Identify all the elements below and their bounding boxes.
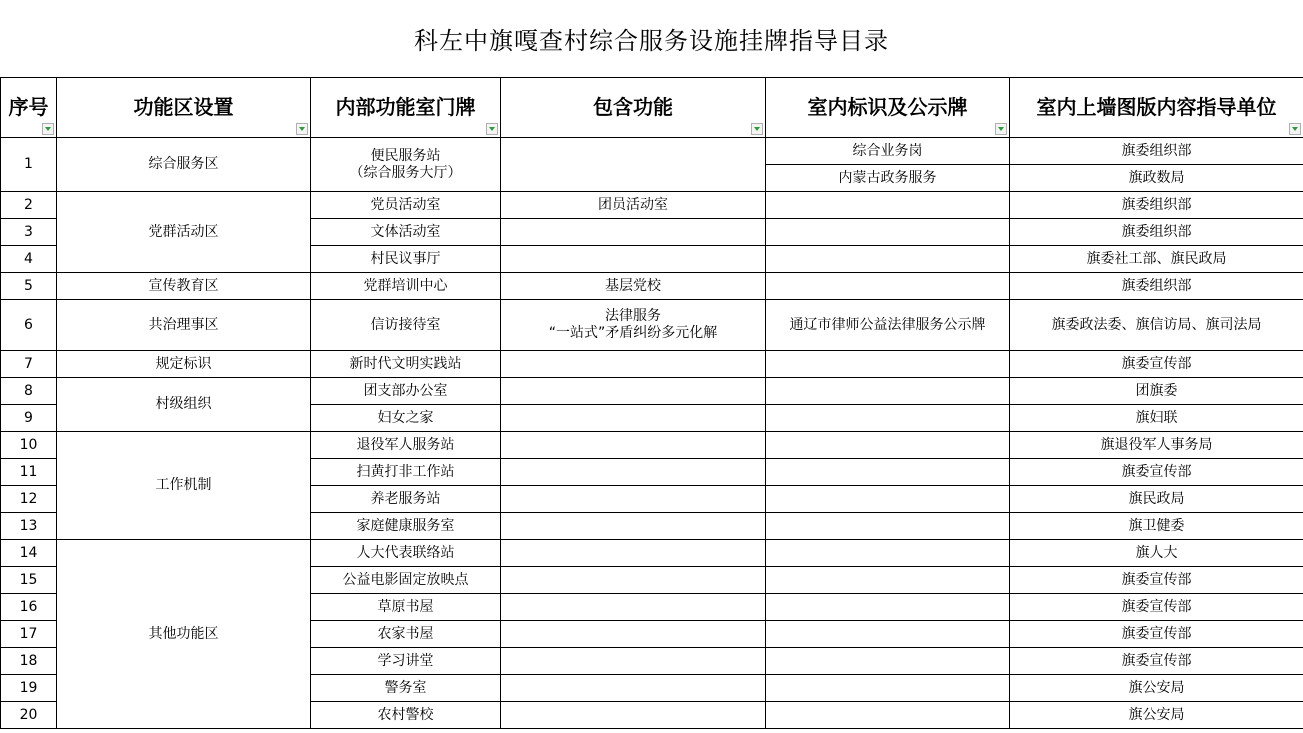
cell-room[interactable]: 养老服务站 <box>311 486 501 513</box>
cell-sign[interactable] <box>766 702 1010 729</box>
cell-sign[interactable] <box>766 675 1010 702</box>
cell-no[interactable]: 15 <box>1 567 57 594</box>
header-row <box>1 78 1303 138</box>
cell-unit[interactable]: 旗委宣传部 <box>1010 594 1303 621</box>
cell-room[interactable]: 退役军人服务站 <box>311 432 501 459</box>
cell-functions[interactable] <box>501 675 766 702</box>
cell-functions[interactable] <box>501 405 766 432</box>
cell-no[interactable]: 2 <box>1 192 57 219</box>
cell-sign[interactable] <box>766 594 1010 621</box>
cell-room[interactable]: 便民服务站 （综合服务大厅） <box>311 138 501 192</box>
cell-unit[interactable]: 旗委组织部 <box>1010 138 1303 165</box>
cell-functions[interactable] <box>501 594 766 621</box>
cell-sign[interactable] <box>766 648 1010 675</box>
cell-sign[interactable] <box>766 513 1010 540</box>
header-units: 室内上墙图版内容指导单位 <box>1010 78 1303 138</box>
cell-room[interactable]: 警务室 <box>311 675 501 702</box>
cell-sign[interactable] <box>766 459 1010 486</box>
filter-dropdown-icon[interactable] <box>995 123 1007 135</box>
cell-room[interactable]: 团支部办公室 <box>311 378 501 405</box>
cell-no[interactable]: 19 <box>1 675 57 702</box>
cell-functions[interactable] <box>501 138 766 192</box>
cell-functions[interactable] <box>501 219 766 246</box>
cell-sign[interactable] <box>766 432 1010 459</box>
cell-no[interactable]: 8 <box>1 378 57 405</box>
cell-no[interactable]: 6 <box>1 300 57 351</box>
cell-functions[interactable] <box>501 648 766 675</box>
cell-no[interactable]: 10 <box>1 432 57 459</box>
cell-unit[interactable]: 旗委宣传部 <box>1010 648 1303 675</box>
cell-functions[interactable] <box>501 351 766 378</box>
cell-unit[interactable]: 旗政数局 <box>1010 165 1303 192</box>
cell-functions[interactable] <box>501 513 766 540</box>
cell-no[interactable]: 17 <box>1 621 57 648</box>
cell-no[interactable]: 5 <box>1 273 57 300</box>
cell-unit[interactable]: 旗委宣传部 <box>1010 621 1303 648</box>
cell-unit[interactable]: 旗委组织部 <box>1010 273 1303 300</box>
cell-functions[interactable] <box>501 621 766 648</box>
cell-room[interactable]: 妇女之家 <box>311 405 501 432</box>
filter-dropdown-icon[interactable] <box>486 123 498 135</box>
cell-unit[interactable]: 旗卫健委 <box>1010 513 1303 540</box>
cell-sign[interactable] <box>766 219 1010 246</box>
cell-room[interactable]: 人大代表联络站 <box>311 540 501 567</box>
cell-room[interactable]: 农家书屋 <box>311 621 501 648</box>
cell-sign[interactable] <box>766 486 1010 513</box>
table-row <box>1 192 1303 219</box>
cell-functions[interactable] <box>501 702 766 729</box>
cell-zone[interactable]: 宣传教育区 <box>57 273 311 300</box>
cell-room[interactable]: 公益电影固定放映点 <box>311 567 501 594</box>
cell-sign[interactable]: 综合业务岗 <box>766 138 1010 165</box>
cell-room[interactable]: 草原书屋 <box>311 594 501 621</box>
cell-zone[interactable]: 综合服务区 <box>57 138 311 192</box>
cell-unit[interactable]: 旗公安局 <box>1010 675 1303 702</box>
table-row <box>1 300 1303 351</box>
cell-room[interactable]: 党群培训中心 <box>311 273 501 300</box>
cell-unit[interactable]: 旗妇联 <box>1010 405 1303 432</box>
directory-table <box>0 77 1303 729</box>
cell-room[interactable]: 新时代文明实践站 <box>311 351 501 378</box>
cell-room[interactable]: 村民议事厅 <box>311 246 501 273</box>
table-row <box>1 138 1303 165</box>
table-row <box>1 351 1303 378</box>
cell-room[interactable]: 农村警校 <box>311 702 501 729</box>
cell-sign[interactable] <box>766 567 1010 594</box>
cell-no[interactable]: 9 <box>1 405 57 432</box>
cell-functions[interactable]: 团员活动室 <box>501 192 766 219</box>
cell-unit[interactable]: 旗委宣传部 <box>1010 351 1303 378</box>
cell-functions[interactable] <box>501 459 766 486</box>
cell-sign[interactable] <box>766 351 1010 378</box>
cell-no[interactable]: 1 <box>1 138 57 192</box>
table-row <box>1 378 1303 405</box>
cell-sign[interactable] <box>766 273 1010 300</box>
cell-unit[interactable]: 旗委社工部、旗民政局 <box>1010 246 1303 273</box>
cell-room[interactable]: 学习讲堂 <box>311 648 501 675</box>
cell-sign[interactable] <box>766 405 1010 432</box>
page-title: 科左中旗嘎查村综合服务设施挂牌指导目录 <box>414 27 889 55</box>
cell-functions[interactable] <box>501 540 766 567</box>
filter-dropdown-icon[interactable] <box>1289 123 1301 135</box>
cell-functions[interactable] <box>501 246 766 273</box>
cell-room[interactable]: 扫黄打非工作站 <box>311 459 501 486</box>
cell-functions[interactable] <box>501 432 766 459</box>
cell-sign[interactable]: 内蒙古政务服务 <box>766 165 1010 192</box>
filter-dropdown-icon[interactable] <box>42 123 54 135</box>
cell-no[interactable]: 20 <box>1 702 57 729</box>
cell-zone[interactable]: 其他功能区 <box>57 540 311 729</box>
cell-unit[interactable]: 旗公安局 <box>1010 702 1303 729</box>
cell-sign[interactable] <box>766 540 1010 567</box>
cell-functions[interactable]: 法律服务 “一站式”矛盾纠纷多元化解 <box>501 300 766 351</box>
header-no: 序号 <box>1 78 57 138</box>
filter-dropdown-icon[interactable] <box>751 123 763 135</box>
cell-zone[interactable]: 共治理事区 <box>57 300 311 351</box>
cell-sign[interactable]: 通辽市律师公益法律服务公示牌 <box>766 300 1010 351</box>
header-zone: 功能区设置 <box>57 78 311 138</box>
cell-unit[interactable]: 旗委组织部 <box>1010 219 1303 246</box>
filter-dropdown-icon[interactable] <box>296 123 308 135</box>
cell-unit[interactable]: 团旗委 <box>1010 378 1303 405</box>
cell-no[interactable]: 18 <box>1 648 57 675</box>
table-row <box>1 540 1303 567</box>
cell-sign[interactable] <box>766 192 1010 219</box>
cell-no[interactable]: 12 <box>1 486 57 513</box>
cell-no[interactable]: 3 <box>1 219 57 246</box>
table-row <box>1 432 1303 459</box>
cell-unit[interactable]: 旗人大 <box>1010 540 1303 567</box>
cell-unit[interactable]: 旗委组织部 <box>1010 192 1303 219</box>
cell-unit[interactable]: 旗民政局 <box>1010 486 1303 513</box>
cell-room[interactable]: 文体活动室 <box>311 219 501 246</box>
header-signs: 室内标识及公示牌 <box>766 78 1010 138</box>
cell-sign[interactable] <box>766 621 1010 648</box>
cell-functions[interactable] <box>501 567 766 594</box>
header-functions: 包含功能 <box>501 78 766 138</box>
cell-room[interactable]: 家庭健康服务室 <box>311 513 501 540</box>
cell-no[interactable]: 14 <box>1 540 57 567</box>
cell-unit[interactable]: 旗委政法委、旗信访局、旗司法局 <box>1010 300 1303 351</box>
cell-room[interactable]: 党员活动室 <box>311 192 501 219</box>
cell-sign[interactable] <box>766 246 1010 273</box>
cell-no[interactable]: 11 <box>1 459 57 486</box>
cell-functions[interactable] <box>501 486 766 513</box>
cell-unit[interactable]: 旗委宣传部 <box>1010 567 1303 594</box>
cell-functions[interactable] <box>501 378 766 405</box>
cell-sign[interactable] <box>766 378 1010 405</box>
cell-no[interactable]: 16 <box>1 594 57 621</box>
cell-zone[interactable]: 党群活动区 <box>57 192 311 273</box>
cell-no[interactable]: 13 <box>1 513 57 540</box>
table-row <box>1 273 1303 300</box>
header-room: 内部功能室门牌 <box>311 78 501 138</box>
cell-zone[interactable]: 工作机制 <box>57 432 311 540</box>
cell-functions[interactable]: 基层党校 <box>501 273 766 300</box>
cell-zone[interactable]: 规定标识 <box>57 351 311 378</box>
cell-no[interactable]: 7 <box>1 351 57 378</box>
cell-no[interactable]: 4 <box>1 246 57 273</box>
cell-room[interactable]: 信访接待室 <box>311 300 501 351</box>
cell-unit[interactable]: 旗退役军人事务局 <box>1010 432 1303 459</box>
cell-unit[interactable]: 旗委宣传部 <box>1010 459 1303 486</box>
cell-zone[interactable]: 村级组织 <box>57 378 311 432</box>
